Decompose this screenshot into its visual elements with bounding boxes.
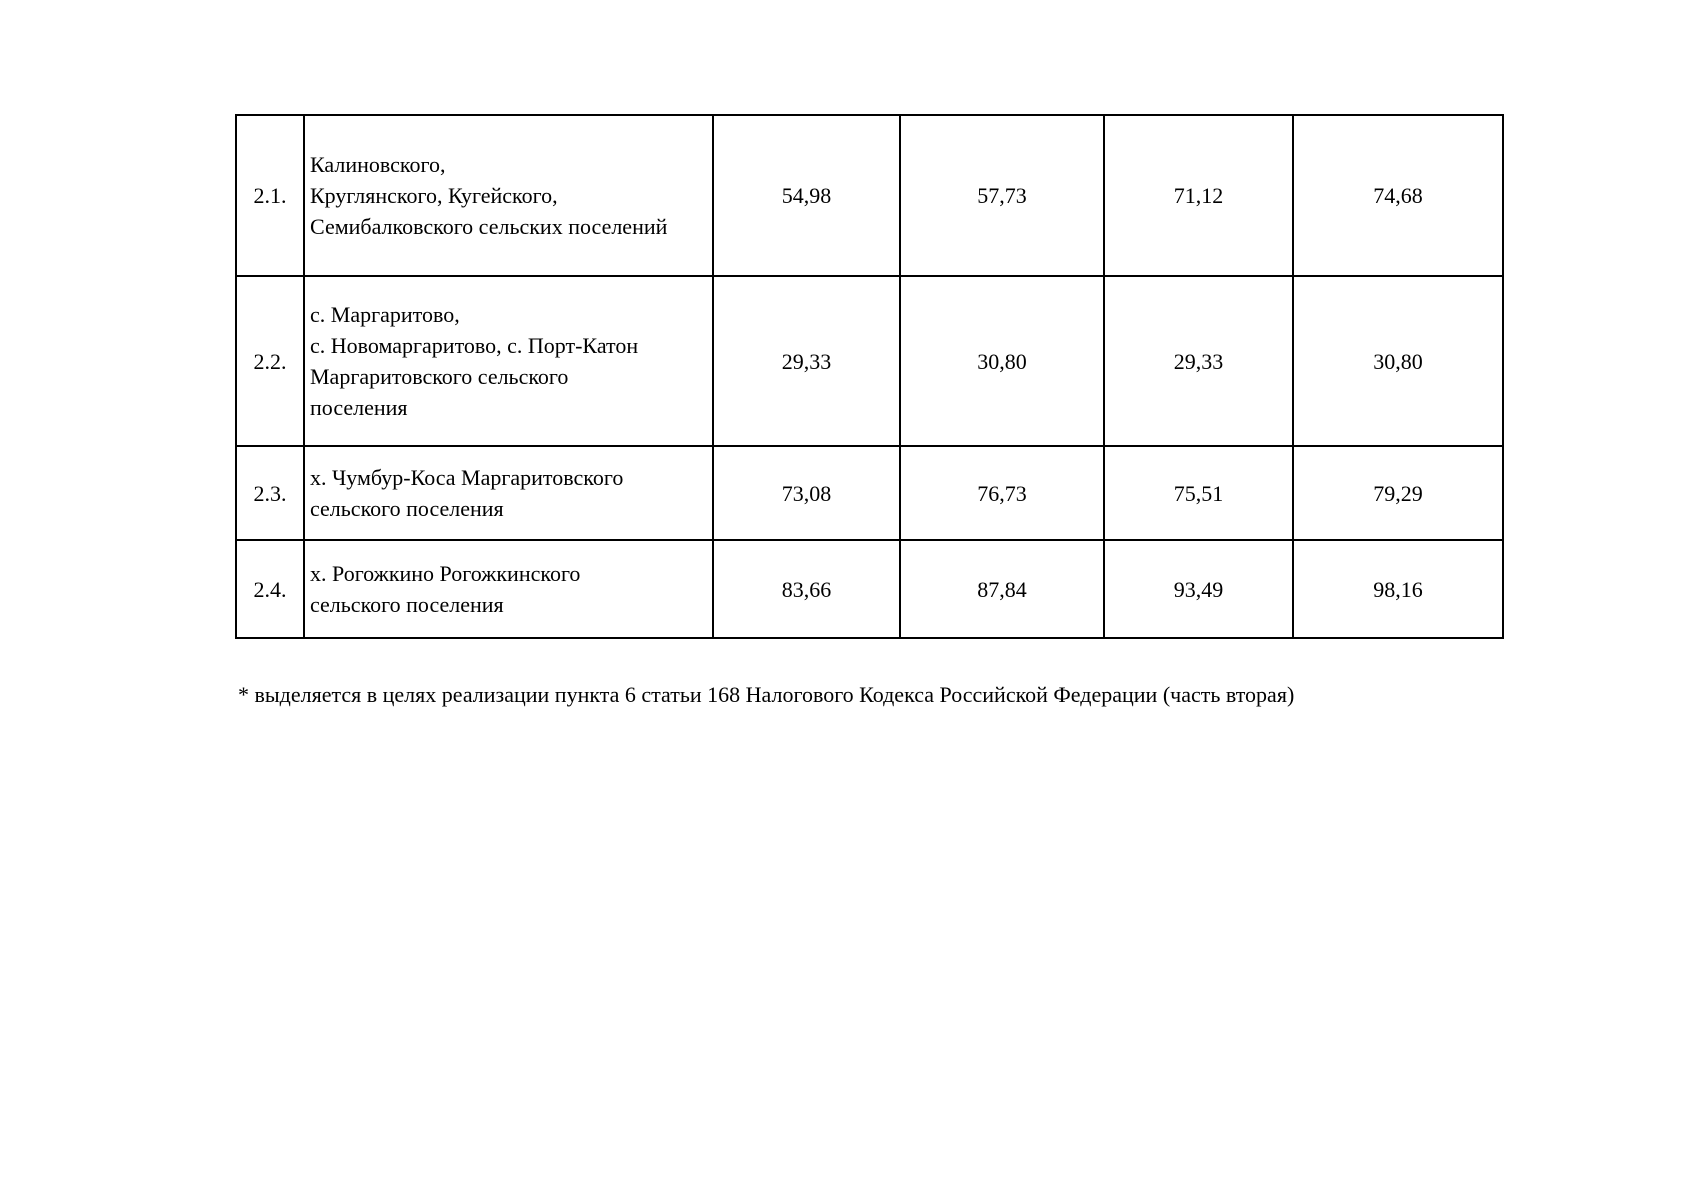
table-row [236, 115, 1503, 276]
settlement-name [304, 446, 713, 540]
tariff-table [235, 114, 1504, 639]
row-number: 2.3. [236, 446, 304, 540]
value-cell: 74,68 [1293, 115, 1503, 276]
value-cell: 73,08 [713, 446, 900, 540]
row-number: 2.1. [236, 115, 304, 276]
value-cell: 87,84 [900, 540, 1104, 638]
settlement-name-line: Калиновского, [310, 152, 446, 177]
settlement-name-line: сельского поселения [310, 592, 504, 617]
value-cell: 30,80 [900, 276, 1104, 446]
settlement-name [304, 540, 713, 638]
value-cell: 76,73 [900, 446, 1104, 540]
settlement-name-line: поселения [310, 395, 408, 420]
value-cell: 75,51 [1104, 446, 1293, 540]
settlement-name-line: х. Чумбур-Коса Маргаритовского [310, 465, 624, 490]
footnote: * выделяется в целях реализации пункта 6 статьи 168 Налогового Кодекса Российской Федерации (часть вторая) [238, 682, 1295, 707]
value-cell: 79,29 [1293, 446, 1503, 540]
value-cell: 83,66 [713, 540, 900, 638]
settlement-name [304, 115, 713, 276]
settlement-name-line: Маргаритовского сельского [310, 364, 569, 389]
table-row [236, 446, 1503, 540]
settlement-name-line: сельского поселения [310, 496, 504, 521]
value-cell: 54,98 [713, 115, 900, 276]
settlement-name-line: Круглянского, Кугейского, [310, 183, 558, 208]
settlement-name-line: с. Новомаргаритово, с. Порт-Катон [310, 333, 639, 358]
settlement-name [304, 276, 713, 446]
settlement-name-line: х. Рогожкино Рогожкинского [310, 561, 581, 586]
value-cell: 98,16 [1293, 540, 1503, 638]
value-cell: 71,12 [1104, 115, 1293, 276]
settlement-name-line: Семибалковского сельских поселений [310, 214, 668, 239]
row-number: 2.2. [236, 276, 304, 446]
value-cell: 93,49 [1104, 540, 1293, 638]
value-cell: 30,80 [1293, 276, 1503, 446]
settlement-name-line: с. Маргаритово, [310, 302, 460, 327]
value-cell: 57,73 [900, 115, 1104, 276]
row-number: 2.4. [236, 540, 304, 638]
value-cell: 29,33 [1104, 276, 1293, 446]
value-cell: 29,33 [713, 276, 900, 446]
table-row [236, 540, 1503, 638]
table-row [236, 276, 1503, 446]
